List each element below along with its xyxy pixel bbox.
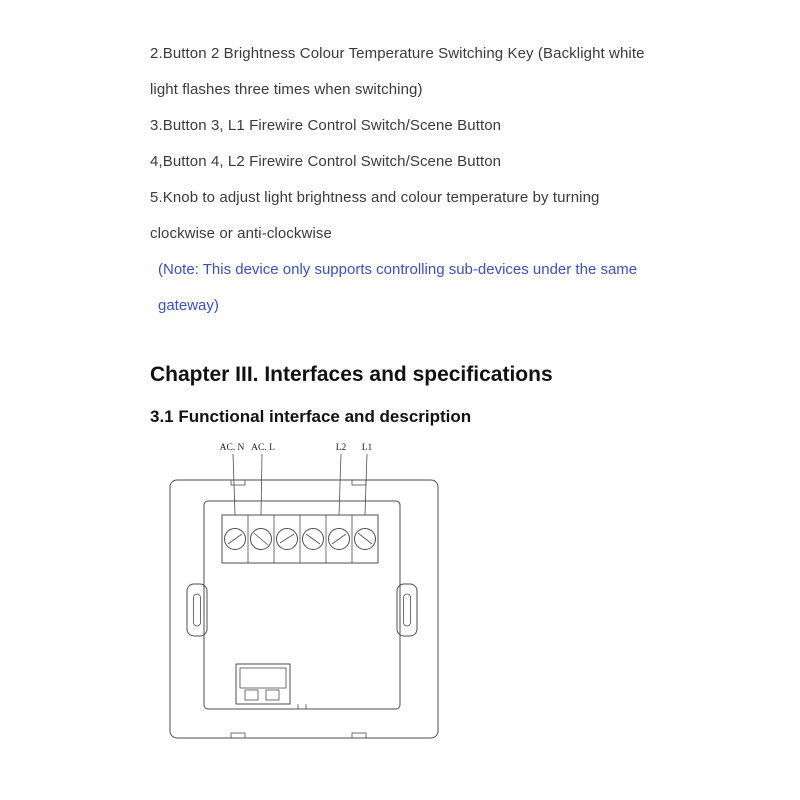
mounting-slot-right — [404, 594, 411, 626]
screw-slot-1 — [228, 534, 242, 544]
screw-slot-2 — [254, 533, 268, 545]
section-heading: 3.1 Functional interface and description — [150, 407, 472, 426]
leader-line-l2 — [339, 454, 341, 515]
paragraph-button2: 2.Button 2 Brightness Colour Temperature Switching Key (Backlight white light flashes three times when switching) — [150, 45, 645, 98]
faceplate-outline — [170, 480, 438, 738]
screw-slot-4 — [306, 534, 320, 544]
faceplate-notch-bottom-right — [352, 733, 366, 738]
terminal-label-l2: L2 — [335, 443, 347, 453]
faceplate-notch-top-right — [352, 480, 366, 485]
terminal-label-l1: L1 — [361, 443, 373, 453]
screw-terminal-3 — [277, 529, 298, 550]
paragraph-button3: 3.Button 3, L1 Firewire Control Switch/Scene Button — [150, 117, 502, 134]
connector-pin-right — [266, 690, 279, 700]
terminal-label-acl: AC. L — [251, 443, 275, 453]
connector-pin-left — [245, 690, 258, 700]
faceplate-notch-bottom-left — [231, 733, 245, 738]
device-diagram — [150, 434, 655, 755]
paragraph-button4: 4,Button 4, L2 Firewire Control Switch/Scene Button — [150, 153, 502, 170]
connector-port — [236, 664, 290, 704]
switch-rear-diagram — [150, 434, 460, 750]
leader-line-acn — [233, 454, 235, 515]
faceplate-notch-top-left — [231, 480, 245, 485]
mounting-slot-left — [194, 594, 201, 626]
screw-slot-3 — [280, 534, 294, 543]
module-outline — [204, 501, 400, 709]
page-content — [150, 36, 655, 755]
connector-port-inner — [240, 668, 286, 688]
paragraph-knob: 5.Knob to adjust light brightness and colour temperature by turning clockwise or anti-clockwise — [150, 189, 600, 242]
leader-line-acl — [261, 454, 262, 515]
terminal-label-acn: AC. N — [219, 443, 245, 453]
paragraph-gateway-note: (Note: This device only supports controlling sub-devices under the same gateway) — [158, 261, 638, 314]
screw-slot-5 — [332, 534, 346, 544]
screw-slot-6 — [358, 533, 372, 544]
chapter-heading: Chapter III. Interfaces and specifications — [150, 363, 553, 386]
